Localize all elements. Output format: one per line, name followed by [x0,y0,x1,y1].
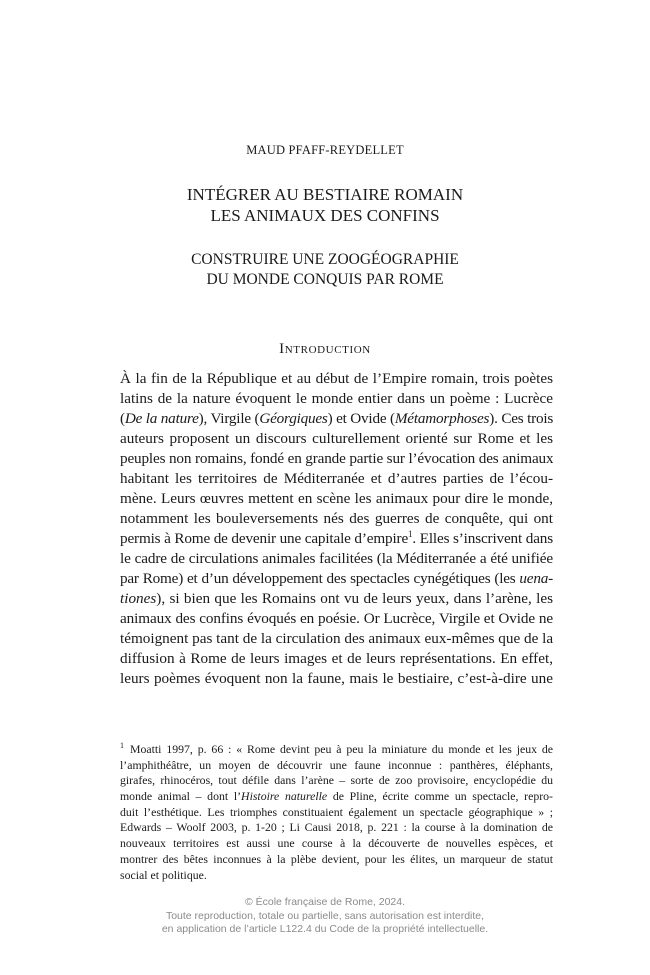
footnote-line: montrer des bêtes inconnues à la plèbe devient, pour les élites, un marqueur de statut [120,851,553,866]
copyright-notice [0,896,650,937]
footnote-number: 1 [120,742,124,751]
chapter-title-line: LES ANIMAUX DES CONFINS [210,206,440,225]
body-line: animaux des confins évoqués en poésie. Or Lucrèce, Virgile et Ovide ne [120,610,553,627]
footnote-line: l’amphithéâtre, un moyen de découvrir une faune inconnue : panthères, éléphants, [120,757,553,772]
latin-term: uena- [519,570,553,587]
chapter-subtitle-line: DU MONDE CONQUIS PAR ROME [206,271,444,288]
body-line: diffusion à Rome de leurs images et de leurs représentations. En effet, [120,650,553,667]
body-line: peuples non romains, fondé en grande partie sur l’évocation des animaux [120,450,553,467]
footnote-line: duit l’esthétique. Les triomphes constituaient également un spectacle géographique » ; [120,804,553,819]
chapter-title [0,184,650,226]
body-line: tiones), si bien que les Romains ont vu de leurs yeux, dans l’arène, les [120,590,553,607]
chapter-subtitle-line: CONSTRUIRE UNE ZOOGÉOGRAPHIE [191,251,459,268]
footnote-line: monde animal – dont l’Histoire naturelle de Pline, écrite comme un spectacle, repro- [120,789,553,804]
body-line: mène. Leurs œuvres mettent en scène les animaux pour dire le monde, [120,490,553,507]
body-line: leurs poèmes évoquent non la faune, mais le bestiaire, c’est-à-dire une [120,670,553,687]
work-title: Métamorphoses [394,410,490,427]
copyright-line: en application de l’article L122.4 du Code de la propriété intellectuelle. [161,923,489,935]
work-title: Géorgiques [259,410,328,427]
work-title: De la nature [124,410,199,427]
author-name: MAUD PFAFF-REYDELLET [246,143,404,157]
body-line: (De la nature), Virgile (Géorgiques) et Ovide (Métamorphoses). Ces trois [120,410,553,427]
chapter-subtitle [0,250,650,290]
copyright-line: Toute reproduction, totale ou partielle, sans autorisation est interdite, [165,909,485,922]
work-title: Histoire naturelle [241,789,328,804]
body-line: permis à Rome de devenir une capitale d’empire$^1$. Elles s’inscrivent dans [120,529,553,547]
body-line: habitant les territoires de Méditerranée et d’autres parties de l’écou- [120,470,553,487]
latin-term: tiones [120,590,157,607]
footnote-line: $^1$ Moatti 1997, p. 66 : « Rome devint peu à peu la miniature du monde et les jeux de [120,742,553,756]
body-line: témoignent pas tant de la circulation des animaux eux-mêmes que de la [120,630,553,647]
body-line: le cadre de circulations animales facilitées (la Méditerranée a été unifiée [120,550,553,567]
body-line: par Rome) et d’un développement des spectacles cynégétiques (les uena- [120,570,553,587]
footnote-line: social et politique. [120,867,207,882]
body-line: notamment les bouleversements nés des guerres de conquête, qui ont [120,510,553,527]
section-heading: Introduction [279,341,371,357]
footnote [120,742,553,883]
copyright-line: © École française de Rome, 2024. [244,896,406,908]
body-line: latins de la nature évoquent le monde entier dans un poème : Lucrèce [120,390,553,407]
footnote-line: girafes, rhinocéros, tout défile dans l’arène – sorte de zoo provisoire, encyclopédie du [120,773,553,788]
chapter-title-line: INTÉGRER AU BESTIAIRE ROMAIN [186,185,464,204]
footnote-line: nouveaux territoires est aussi une course à la découverte de nouvelles espèces, et [120,836,553,851]
body-line: auteurs proposent un discours culturellement orienté sur Rome et les [120,430,553,447]
footnote-reference[interactable]: 1 [408,529,413,539]
body-line: À la fin de la République et au début de l’Empire romain, trois poètes [120,370,553,387]
body-paragraph [120,369,553,689]
footnote-line: Edwards – Woolf 2003, p. 1-20 ; Li Causi 2018, p. 221 : la course à la domination de [120,820,553,835]
